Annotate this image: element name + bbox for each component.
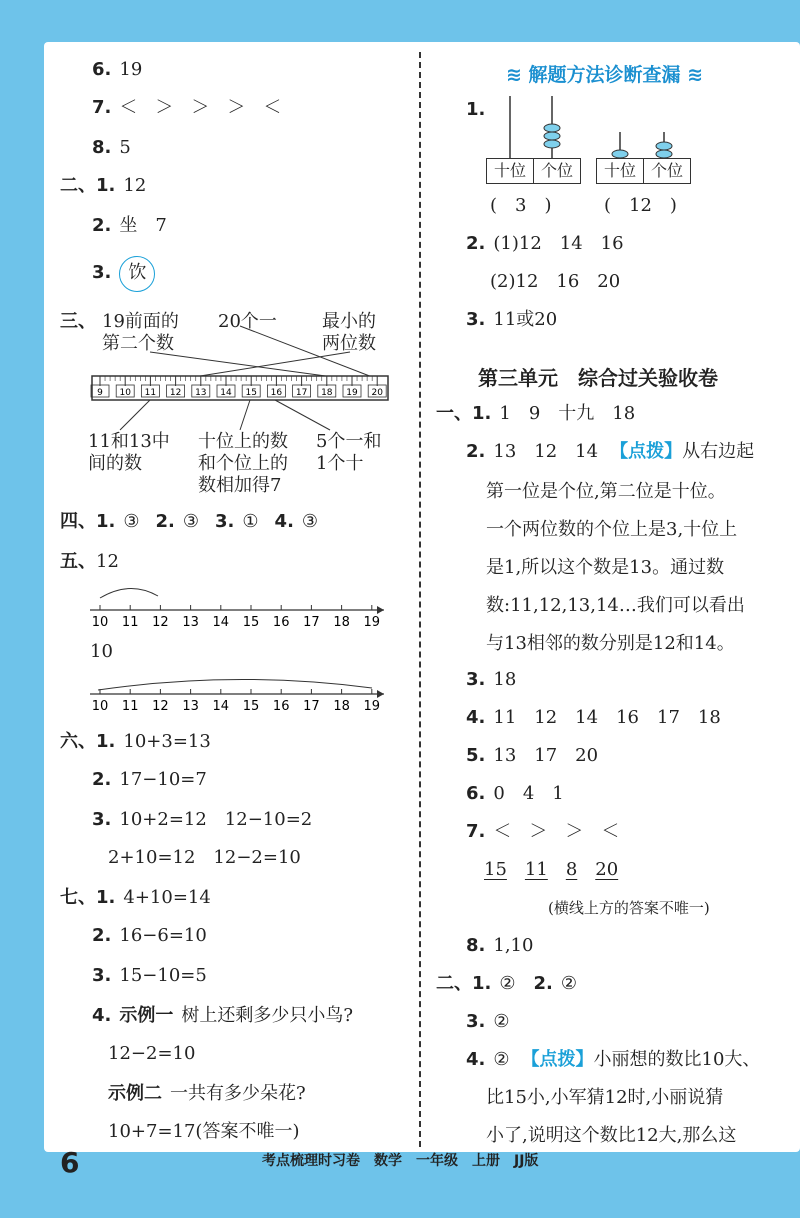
answer-text: ③ [123,511,140,532]
number-line-label: 14 [212,699,230,714]
link-line [240,326,380,380]
section-label: 七、 [60,887,96,908]
bead [544,132,560,140]
answer-text: 1,10 [493,935,534,956]
bead [656,150,672,158]
u-answer-1-7 [466,820,619,844]
q-num: 1. [96,175,116,196]
number-line-label: 13 [182,699,199,714]
ruler-tick-label: 15 [245,388,257,398]
answer-text: 15−10=5 [119,965,207,986]
number-line-label: 12 [152,615,169,630]
answer-text: 2+10=12 12−2=10 [108,847,301,868]
ones-label: 个位 [540,161,573,180]
q-num: 8. [466,935,486,956]
section-label: 四、 [60,511,96,532]
u-answer-1-6 [466,782,564,806]
r-answer-2 [466,232,624,256]
answer-text: ① [242,511,259,532]
r-answer-3 [466,308,557,332]
answer-text: ③ [301,511,319,532]
label-between-11-13: 11和13中 [88,431,170,452]
answer-6-1 [60,730,211,754]
section-4 [60,510,318,534]
section-label: 一、 [436,403,472,424]
answer-text: (1)12 14 16 [493,233,624,254]
answer-7-1 [60,886,211,910]
answer-text: 树上还剩多少只小鸟? [181,1005,354,1026]
number-line-label: 18 [333,615,350,630]
hint-text: 从右边起 [682,441,755,462]
answer-text: 0 4 1 [493,783,564,804]
answer-text: 13 17 20 [493,745,599,766]
number-line-label: 10 [91,699,109,714]
q-num: 7. [92,97,112,118]
link-line [240,400,250,430]
underlined-value: 8 [565,859,578,880]
hint-text: 是1,所以这个数是13。通过数 [486,557,725,578]
hint-text: 数:11,12,13,14…我们可以看出 [486,595,745,616]
abacus-answer-1: ( 3 ) [490,195,552,216]
label-1-ten: 1个十 [316,453,364,474]
answer-text: 4+10=14 [123,887,211,908]
answer-text: ＜ ＞ ＞ ＞ ＜ [119,97,282,118]
q-num: 3. [92,262,112,283]
ruler-tick-label: 18 [321,388,333,398]
label-20-ones: 20个一 [218,311,277,332]
answer-text: 13 12 14 [493,441,599,462]
q-num: 8. [92,137,112,158]
q-num: 2. [92,769,112,790]
section-label: 三、 [60,311,96,332]
u-answer-1-8 [466,934,533,958]
number-line-label: 16 [272,615,290,630]
label-between-11-13-2: 间的数 [88,453,142,474]
jump-arrow [100,588,158,598]
answer-text: 16−6=10 [119,925,207,946]
q-num: 1. [96,887,116,908]
q-num: 2. [155,511,175,532]
underlined-value: 11 [524,859,548,880]
answer-7-4 [92,1004,353,1028]
answer-text: 一共有多少朵花? [170,1083,306,1104]
answer-text: 19 [119,59,143,80]
example-label: 示例一 [119,1005,174,1026]
number-line-label: 16 [272,699,290,714]
example-label: 示例二 [108,1083,162,1104]
q-num: 4. [466,707,486,728]
section-label: 五、 [60,551,96,572]
ruler-tick-label: 16 [270,388,283,398]
answer-text: 12 [123,175,147,196]
q-num: 6. [466,783,486,804]
q-num: 6. [92,59,112,80]
q-num: 4. [274,511,294,532]
number-line-1 [90,605,384,630]
u-answer-1-5 [466,744,598,768]
answer-6-3 [92,808,312,832]
label-two-digit: 两位数 [322,333,376,354]
ruler-tick-label: 17 [295,388,308,398]
q-num: 2. [533,973,553,994]
abacus-answer-2: ( 12 ) [604,195,677,216]
hint-label: 【点拨】 [610,441,683,462]
section-label: 二、 [436,973,472,994]
q-num: 2. [466,441,486,462]
method-banner: ≋ 解题方法诊断查漏 ≋ [506,64,704,86]
number-line-label: 17 [303,615,320,630]
q-num: 3. [215,511,235,532]
q-num: 5. [466,745,486,766]
hint-label: 【点拨】 [521,1049,594,1070]
answer-text: ＜ ＞ ＞ ＜ [493,821,620,842]
answer-text: 坐 7 [119,215,167,236]
answer-text: ② [493,1011,510,1032]
u-answer-1-3 [466,668,516,692]
q-num: 3. [466,309,486,330]
hint-text: 小了,说明这个数比12大,那么这 [486,1125,737,1146]
q-num: 2. [92,925,112,946]
u-answer-1-1 [436,402,635,426]
q-num: 3. [92,965,112,986]
answer-text: (2)12 16 20 [490,271,621,292]
u-answer-2-4 [466,1048,760,1072]
q-num: 1. [472,403,492,424]
answer-text: ② [493,1049,510,1070]
circled-answer: 饮 [119,256,155,292]
section-label: 六、 [60,731,96,752]
number-line-label: 15 [242,699,260,714]
label-19-before-second-2: 第二个数 [102,333,174,354]
ruler-tick-label: 20 [371,388,383,398]
number-line-label: 14 [212,615,230,630]
u-answer-1-4 [466,706,721,730]
label-ones-digit: 和个位上的 [198,453,288,474]
page-number: 6 [60,1146,80,1179]
underlined-answers [484,858,636,882]
q-num: 2. [92,215,112,236]
abacus-drawings [480,92,700,162]
bead [544,124,560,132]
answer-text: ② [499,973,516,994]
ruler-tick-label: 13 [195,388,207,398]
q-num: 1. [472,973,492,994]
answer-text: 10+2=12 12−10=2 [119,809,313,830]
u-answer-2-3 [466,1010,510,1034]
hint-text: 小丽想的数比10大、 [593,1049,761,1070]
answer-7-3 [92,964,207,988]
answer-text: ② [560,973,578,994]
ones-label: 个位 [650,161,683,180]
number-line-arrowhead [377,606,384,614]
q-num: 2. [466,233,486,254]
jump-arrow [98,679,372,690]
ruler-tick-label: 19 [346,388,358,398]
footer-text: 考点梳理时习卷 数学 一年级 上册 JJ版 [262,1153,539,1169]
hint-text: 第一位是个位,第二位是十位。 [486,481,726,502]
number-line-label: 10 [91,615,109,630]
answer-text: 10+3=13 [123,731,211,752]
bead [612,150,628,158]
bead [544,140,560,148]
tens-label: 十位 [597,159,644,183]
hint-text: 与13相邻的数分别是12和14。 [486,633,735,654]
link-line [275,400,330,430]
answer-text: 10+7=17(答案不唯一) [108,1121,300,1142]
u-answer-1-2 [466,440,754,464]
q-num: 3. [92,809,112,830]
answer-text: 12−2=10 [108,1043,196,1064]
answer-text: 5 [119,137,131,158]
bead [656,142,672,150]
label-smallest: 最小的 [322,311,376,332]
number-line-arrowhead [377,690,384,698]
underlined-value: 15 [484,859,507,880]
number-line-2 [90,689,384,714]
answer-note: (横线上方的答案不唯一) [548,899,710,917]
ruler-tick-label: 10 [119,388,131,398]
ruler-tick-label: 9 [97,388,103,398]
number-line-label: 19 [363,699,381,714]
answer-7-4-ex2 [108,1082,306,1106]
hint-text: 比15小,小军猜12时,小丽说猜 [486,1087,724,1108]
q-num: 1. [96,511,116,532]
answer-text: 11或20 [493,309,558,330]
q-num: 3. [466,1011,486,1032]
tens-label: 十位 [487,159,534,183]
answer-text: 1 9 十九 18 [499,403,636,424]
hint-text: 一个两位数的个位上是3,十位上 [486,519,738,540]
number-lines [0,570,420,730]
label-19-before-second: 19前面的 [102,311,179,332]
number-line-label: 18 [333,699,350,714]
label-5-ones: 5个一和 [316,431,382,452]
place-value-box-1 [486,158,581,184]
q-num: 1. [96,731,116,752]
answer-7-2 [92,924,207,948]
answer-text: 17−10=7 [119,769,207,790]
unit-title: 第三单元 综合过关验收卷 [478,366,718,390]
q-num: 1. [466,99,486,120]
ruler-tick-label: 12 [169,388,182,398]
number-line-label: 15 [242,615,260,630]
q-num: 7. [466,821,486,842]
label-sum-7: 数相加得7 [198,475,282,496]
u-answer-2-1 [436,972,577,996]
link-line [120,400,150,430]
answer-text: 12 [96,551,119,572]
ruler-tick-label: 14 [220,388,232,398]
label-tens-digit: 十位上的数 [198,431,288,452]
answer-text: 10 [90,641,113,662]
ruler [92,376,388,400]
underlined-value: 20 [595,859,619,880]
number-line-label: 17 [303,699,320,714]
q-num: 4. [466,1049,486,1070]
number-line-label: 11 [121,615,139,630]
q-num: 4. [92,1005,112,1026]
section-label: 二、 [60,175,96,196]
answer-text: 18 [493,669,517,690]
number-line-label: 13 [182,615,199,630]
number-line-label: 19 [363,615,381,630]
answer-text: 11 12 14 16 17 18 [493,707,721,728]
ruler-tick-label: 11 [144,388,157,398]
answer-text: ③ [182,511,200,532]
answer-6-2 [92,768,207,792]
q-num: 3. [466,669,486,690]
number-line-label: 11 [121,699,139,714]
number-line-label: 12 [152,699,169,714]
place-value-box-2 [596,158,691,184]
